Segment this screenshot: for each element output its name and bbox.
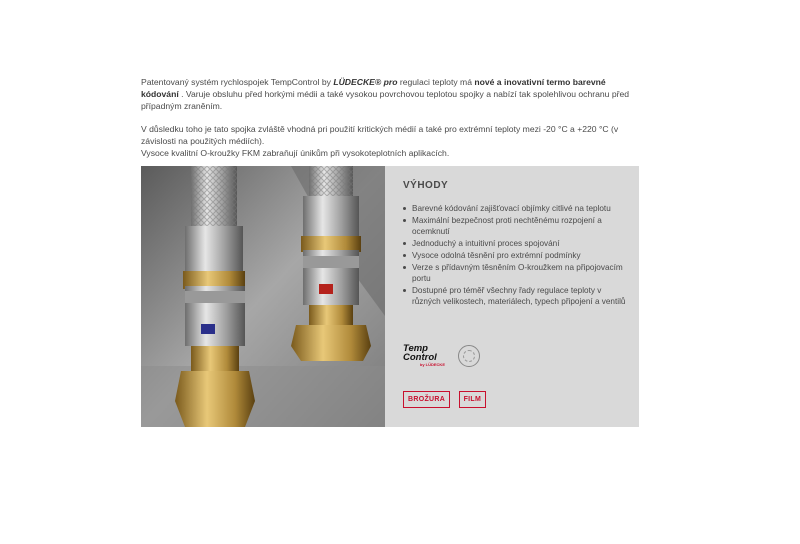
film-button[interactable]: FILM: [459, 391, 487, 408]
brochure-button[interactable]: BROŽURA: [403, 391, 450, 408]
coupling-photo-illustration: [141, 166, 385, 427]
intro-p1-segment: LÜDECKE® pro: [333, 77, 398, 87]
list-item: Dostupné pro téměř všechny řady regulace teploty v různých velikostech, materiálech, typech připojení a ventilů: [403, 285, 628, 307]
intro-text: [141, 76, 641, 159]
intro-paragraph-2: V důsledku toho je tato spojka zvláště vhodná pri použití kritických médií a také pro extrémní teploty mezi -20 °C a +220 °C (v závislosti na použitých médiích).: [141, 124, 619, 146]
intro-p1-segment: nové a inovativní termo barevné kódování: [141, 77, 606, 99]
list-item: Maximální bezpečnost proti nechtěnému rozpojení a ocemknutí: [403, 215, 628, 237]
benefits-content: [403, 180, 628, 308]
certification-seal-icon: [458, 345, 480, 367]
logos: [403, 344, 523, 374]
benefits-list: [403, 203, 628, 307]
intro-p1-segment: Patentovaný systém rychlospojek TempControl by: [141, 77, 334, 87]
intro-paragraph-3: Vysoce kvalitní O-kroužky FKM zabraňují únikům při vysokoteplotních aplikacích.: [141, 148, 450, 158]
list-item: Vysoce odolná těsnění pro extrémní podmínky: [403, 250, 628, 261]
intro-paragraph-1: [141, 76, 641, 112]
product-photo: [141, 166, 385, 427]
tempcontrol-logo: Temp Control by LÜDECKE: [403, 343, 445, 367]
action-buttons: [403, 388, 490, 408]
intro-p1-segment: regulaci teploty má: [397, 77, 475, 87]
list-item: Barevné kódování zajišťovací objímky citlivé na teplotu: [403, 203, 628, 214]
list-item: Jednoduchý a intuitivní proces spojování: [403, 238, 628, 249]
benefits-panel: [141, 166, 639, 427]
list-item: Verze s přídavným těsněním O-kroužkem na připojovacím portu: [403, 262, 628, 284]
intro-p1-segment: . Varuje obsluhu před horkými médii a také vysokou povrchovou teplotou spojky a nabízí tak spolehlivou ochranu před případným zraněním.: [141, 89, 630, 111]
benefits-heading: VÝHODY: [403, 180, 449, 191]
